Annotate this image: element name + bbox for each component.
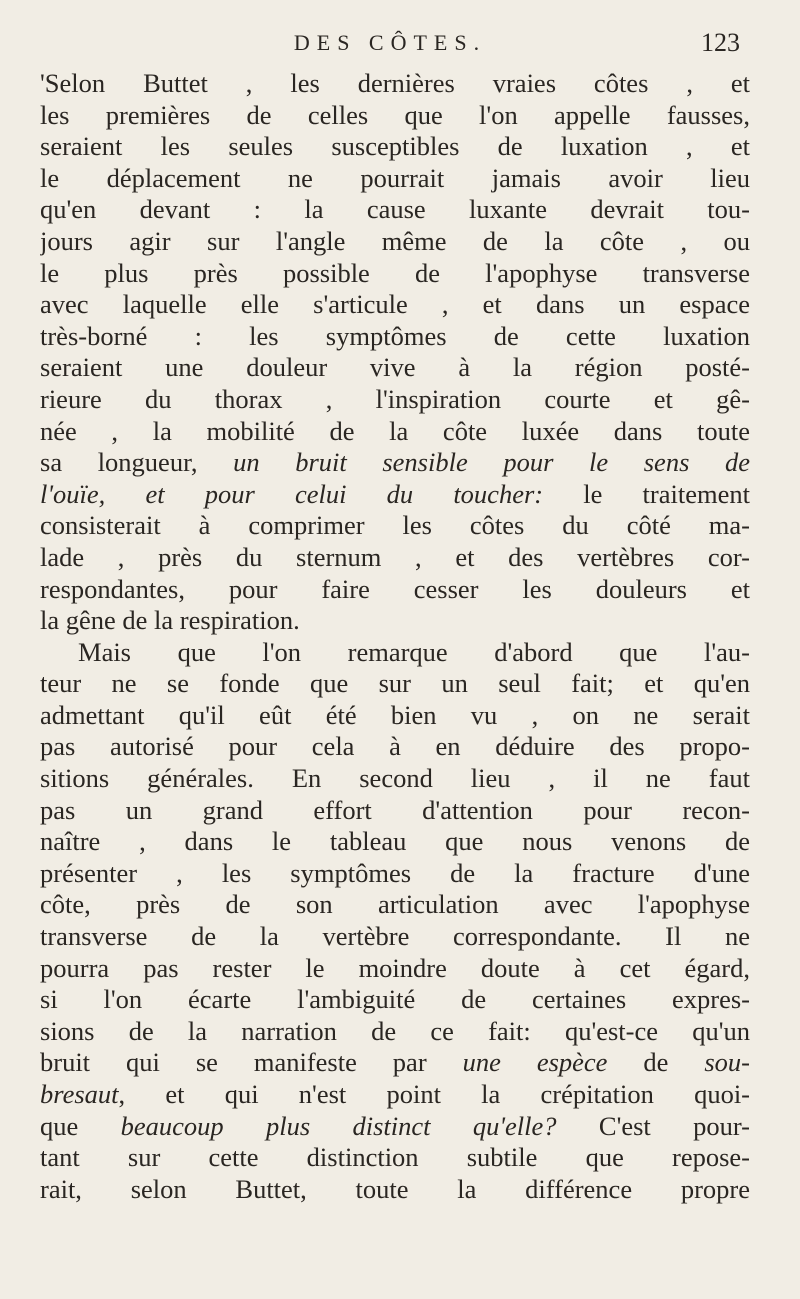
text-line: consisterait à comprimer les côtes du côté ma- [40,510,750,541]
text-line: si l'on écarte l'ambiguité de certaines expres- [40,984,750,1015]
text-line: que beaucoup plus distinct qu'elle? C'est pour- [40,1110,750,1141]
text-line: rait, selon Buttet, toute la différence propre [40,1173,750,1204]
text-line: respondantes, pour faire cesser les douleurs et [40,573,750,604]
text-line: les premières de celles que l'on appelle fausses, [40,99,750,130]
text-line: le déplacement ne pourrait jamais avoir lieu [40,162,750,193]
text-line: Mais que l'on remarque d'abord que l'au- [78,636,750,667]
text-line: pourra pas rester le moindre doute à cet égard, [40,952,750,983]
body-text [40,68,750,1205]
text-line: seraient les seules susceptibles de luxation , et [40,131,750,162]
text-line: très-borné : les symptômes de cette luxation [40,320,750,351]
text-line: naître , dans le tableau que nous venons de [40,826,750,857]
italic-text: l'ouïe, et pour celui du toucher: [40,478,544,509]
text-line: présenter , les symptômes de la fracture d'une [40,857,750,888]
text-line: pas un grand effort d'attention pour recon- [40,794,750,825]
text-line: transverse de la vertèbre correspondante. Il ne [40,921,750,952]
text-line: seraient une douleur vive à la région posté- [40,352,750,383]
running-head [40,30,740,64]
page-number: 123 [701,28,740,57]
running-title: DES CÔTES. [293,30,487,55]
text-line: sitions générales. En second lieu , il ne faut [40,763,750,794]
text-line: jours agir sur l'angle même de la côte , ou [40,225,750,256]
text-line: la gêne de la respiration. [40,605,300,636]
text-line: côte, près de son articulation avec l'apophyse [40,889,750,920]
text-line: le plus près possible de l'apophyse transverse [40,257,750,288]
text-line: sions de la narration de ce fait: qu'est-ce qu'un [40,1015,750,1046]
text-line: pas autorisé pour cela à en déduire des propo- [40,731,750,762]
text-line: bruit qui se manifeste par une espèce de sou- [40,1047,750,1078]
text-line: teur ne se fonde que sur un seul fait; et qu'en [40,668,750,699]
text-line: tant sur cette distinction subtile que repose- [40,1142,750,1173]
text-line: lade , près du sternum , et des vertèbres cor- [40,541,750,572]
italic-text: beaucoup plus distinct qu'elle? [120,1110,557,1141]
text-line: l'ouïe, et pour celui du toucher: le traitement [40,478,750,509]
text-line: bresaut, et qui n'est point la crépitation quoi- [40,1079,750,1109]
text-line: sa longueur, un bruit sensible pour le sens de [40,447,750,478]
text-line: admettant qu'il eût été bien vu , on ne serait [40,699,750,730]
text-line: 'Selon Buttet , les dernières vraies côtes , et [40,68,750,98]
text-line: rieure du thorax , l'inspiration courte et gê- [40,383,750,414]
italic-text: sou- [704,1047,750,1078]
text-line: née , la mobilité de la côte luxée dans toute [40,415,750,446]
italic-text: bresaut [40,1079,119,1109]
text-line: avec laquelle elle s'articule , et dans un espace [40,289,750,320]
text-line: qu'en devant : la cause luxante devrait tou- [40,194,750,225]
italic-text: une espèce [462,1047,608,1078]
italic-text: un bruit sensible pour le sens de [233,447,750,478]
